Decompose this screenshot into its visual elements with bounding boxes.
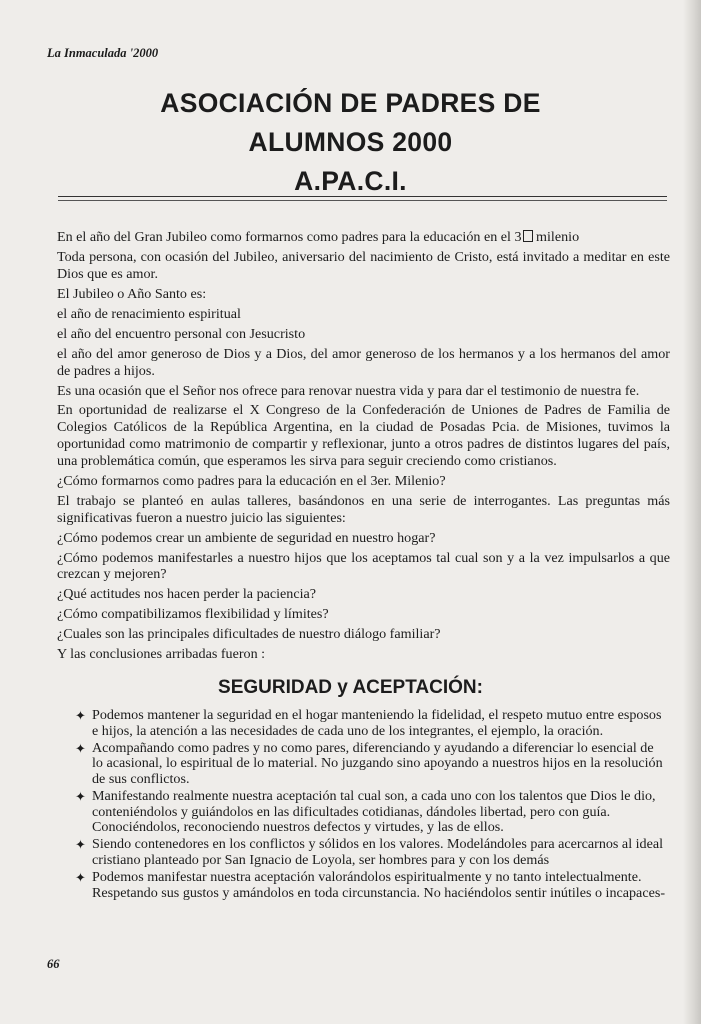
- list-item-text: Manifestando realmente nuestra aceptación tal cual son, a cada uno con los talentos que Dios le dio, conteniéndolos y guiándolos en las dificultades cotidianas, dándoles libertad, pero con guía. Conociéndolos, reconociendo nuestros defectos y virtudes, y las de ellos.: [92, 787, 656, 836]
- paragraph: En oportunidad de realizarse el X Congreso de la Confederación de Uniones de Padres de Familia de Colegios Católicos de la República Argentina, en la ciudad de Posadas Pcia. de Misiones, tuvimos la oportunidad como matrimonio de compartir y reflexionar, junto a otros padres de distintos lugares del país, una problemática común, que esperamos les sirva para seguir creciendo como cristianos.: [57, 402, 670, 469]
- bullet-list: [75, 708, 665, 903]
- running-head: La Inmaculada '2000: [47, 46, 159, 60]
- paragraph: el año de renacimiento espiritual: [57, 305, 241, 322]
- list-item-text: Podemos manifestar nuestra aceptación valorándolos espiritualmente y no tanto intelectualmente. Respetando sus gustos y amándolos en toda circunstancia. No haciéndolos sentir inútiles o incapaces-: [92, 868, 666, 901]
- list-item-text: Podemos mantener la seguridad en el hogar manteniendo la fidelidad, el respeto mutuo entre esposos e hijos, la atención a las necesidades de cada uno de los integrantes, el ejemplo, la oración.: [92, 707, 662, 739]
- four-pointed-star-icon: ✦: [75, 708, 86, 723]
- title-rule-top: [58, 196, 667, 197]
- four-pointed-star-icon: ✦: [75, 788, 86, 804]
- list-item: [75, 837, 665, 868]
- list-item: [75, 789, 665, 836]
- paragraph: Toda persona, con ocasión del Jubileo, aniversario del nacimiento de Cristo, está invitado a meditar en este Dios que es amor.: [57, 248, 670, 282]
- title-line-1: ASOCIACIÓN DE PADRES DE: [160, 88, 541, 118]
- list-item: [75, 741, 665, 788]
- question-item: ¿Qué actitudes nos hacen perder la paciencia?: [57, 586, 317, 603]
- section-heading: SEGURIDAD y ACEPTACIÓN:: [218, 677, 483, 698]
- paragraph: Es una ocasión que el Señor nos ofrece para renovar nuestra vida y para dar el testimonio de nuestra fe.: [57, 382, 640, 399]
- paragraph-intro-text: En el año del Gran Jubileo como formarnos como padres para la educación en el 3: [57, 229, 522, 245]
- title-rule-bottom: [58, 200, 667, 201]
- list-item: [75, 870, 665, 901]
- list-item: [75, 708, 665, 739]
- question-item: ¿Cómo compatibilizamos flexibilidad y límites?: [57, 606, 329, 623]
- article-body: [57, 229, 670, 666]
- question-item: ¿Cuales son las principales dificultades de nuestro diálogo familiar?: [57, 626, 441, 643]
- four-pointed-star-icon: ✦: [75, 869, 86, 885]
- page-number: 66: [47, 957, 60, 971]
- four-pointed-star-icon: ✦: [75, 837, 86, 853]
- paragraph: Y las conclusiones arribadas fueron :: [57, 646, 266, 663]
- paragraph-intro: [57, 229, 670, 246]
- paragraph: ¿Cómo formarnos como padres para la educación en el 3er. Milenio?: [57, 472, 446, 489]
- paragraph-intro-end: milenio: [532, 229, 580, 245]
- list-item-text: Siendo contenedores en los conflictos y sólidos en los valores. Modelándoles para acercarnos al ideal cristiano planteado por San Ignacio de Loyola, ser hombres para y con los demás: [92, 836, 664, 868]
- paragraph: el año del encuentro personal con Jesucristo: [57, 325, 306, 342]
- paragraph: El Jubileo o Año Santo es:: [57, 285, 207, 302]
- question-item: ¿Cómo podemos crear un ambiente de seguridad en nuestro hogar?: [57, 529, 436, 546]
- paragraph: el año del amor generoso de Dios y a Dios, del amor generoso de los hermanos y a los hermanos del amor de padres a hijos.: [57, 345, 670, 379]
- title-line-3: A.PA.C.I.: [294, 166, 407, 196]
- missing-glyph-box-icon: [523, 230, 533, 242]
- question-item: ¿Cómo podemos manifestarles a nuestro hijos que los aceptamos tal cual son y a la vez impulsarlos a que crezcan y mejoren?: [57, 549, 670, 583]
- title-line-2: ALUMNOS 2000: [248, 127, 453, 157]
- paragraph: El trabajo se planteó en aulas talleres, basándonos en una serie de interrogantes. Las preguntas más significativas fueron a nuestro juicio las siguientes:: [57, 492, 670, 526]
- list-item-text: Acompañando como padres y no como pares, diferenciando y ayudando a diferenciar lo esencial de lo acasional, lo espiritual de lo material. No juzgando sino apoyando a nuestros hijos en la resolución de sus conflictos.: [92, 739, 663, 787]
- four-pointed-star-icon: ✦: [75, 740, 86, 756]
- page-title: [0, 84, 701, 201]
